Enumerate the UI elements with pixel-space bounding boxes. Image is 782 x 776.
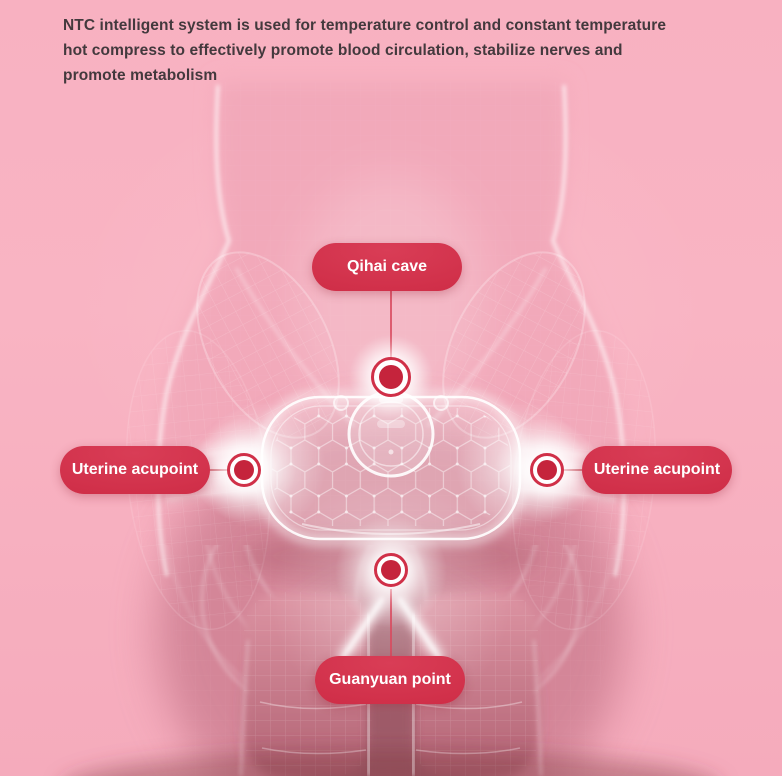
acupoint-label-qihai: [312, 243, 462, 291]
acupoint-label-text: Uterine acupoint: [593, 461, 721, 478]
description-line-3: promote metabolism: [63, 67, 218, 84]
acupoint-label-uterine-left: [60, 446, 210, 494]
connector-line-right: [564, 469, 582, 471]
acupoint-marker-qihai: [371, 357, 411, 397]
description-line-1: NTC intelligent system is used for temperature control and constant temperature: [63, 17, 667, 34]
acupoint-label-text: Guanyuan point: [329, 671, 451, 688]
acupoint-label-text: Qihai cave: [346, 258, 428, 275]
description-line-2: hot compress to effectively promote blood circulation, stabilize nerves and: [63, 42, 623, 59]
target-dot-icon: [381, 560, 401, 580]
description-text: [63, 13, 666, 88]
control-dial-icon: [349, 392, 433, 476]
connector-line-bottom: [390, 589, 392, 656]
connector-line-left: [208, 469, 227, 471]
acupoint-label-guanyuan: [315, 656, 465, 704]
target-dot-icon: [234, 460, 254, 480]
connector-line-top: [390, 291, 392, 357]
acupoint-marker-uterine-left: [227, 453, 261, 487]
heating-pad-device: [260, 392, 522, 541]
acupoint-marker-uterine-right: [530, 453, 564, 487]
acupoint-marker-guanyuan: [374, 553, 408, 587]
acupoint-label-uterine-right: [582, 446, 732, 494]
target-dot-icon: [537, 460, 557, 480]
target-dot-icon: [379, 365, 403, 389]
acupoint-label-text: Uterine acupoint: [71, 461, 199, 478]
